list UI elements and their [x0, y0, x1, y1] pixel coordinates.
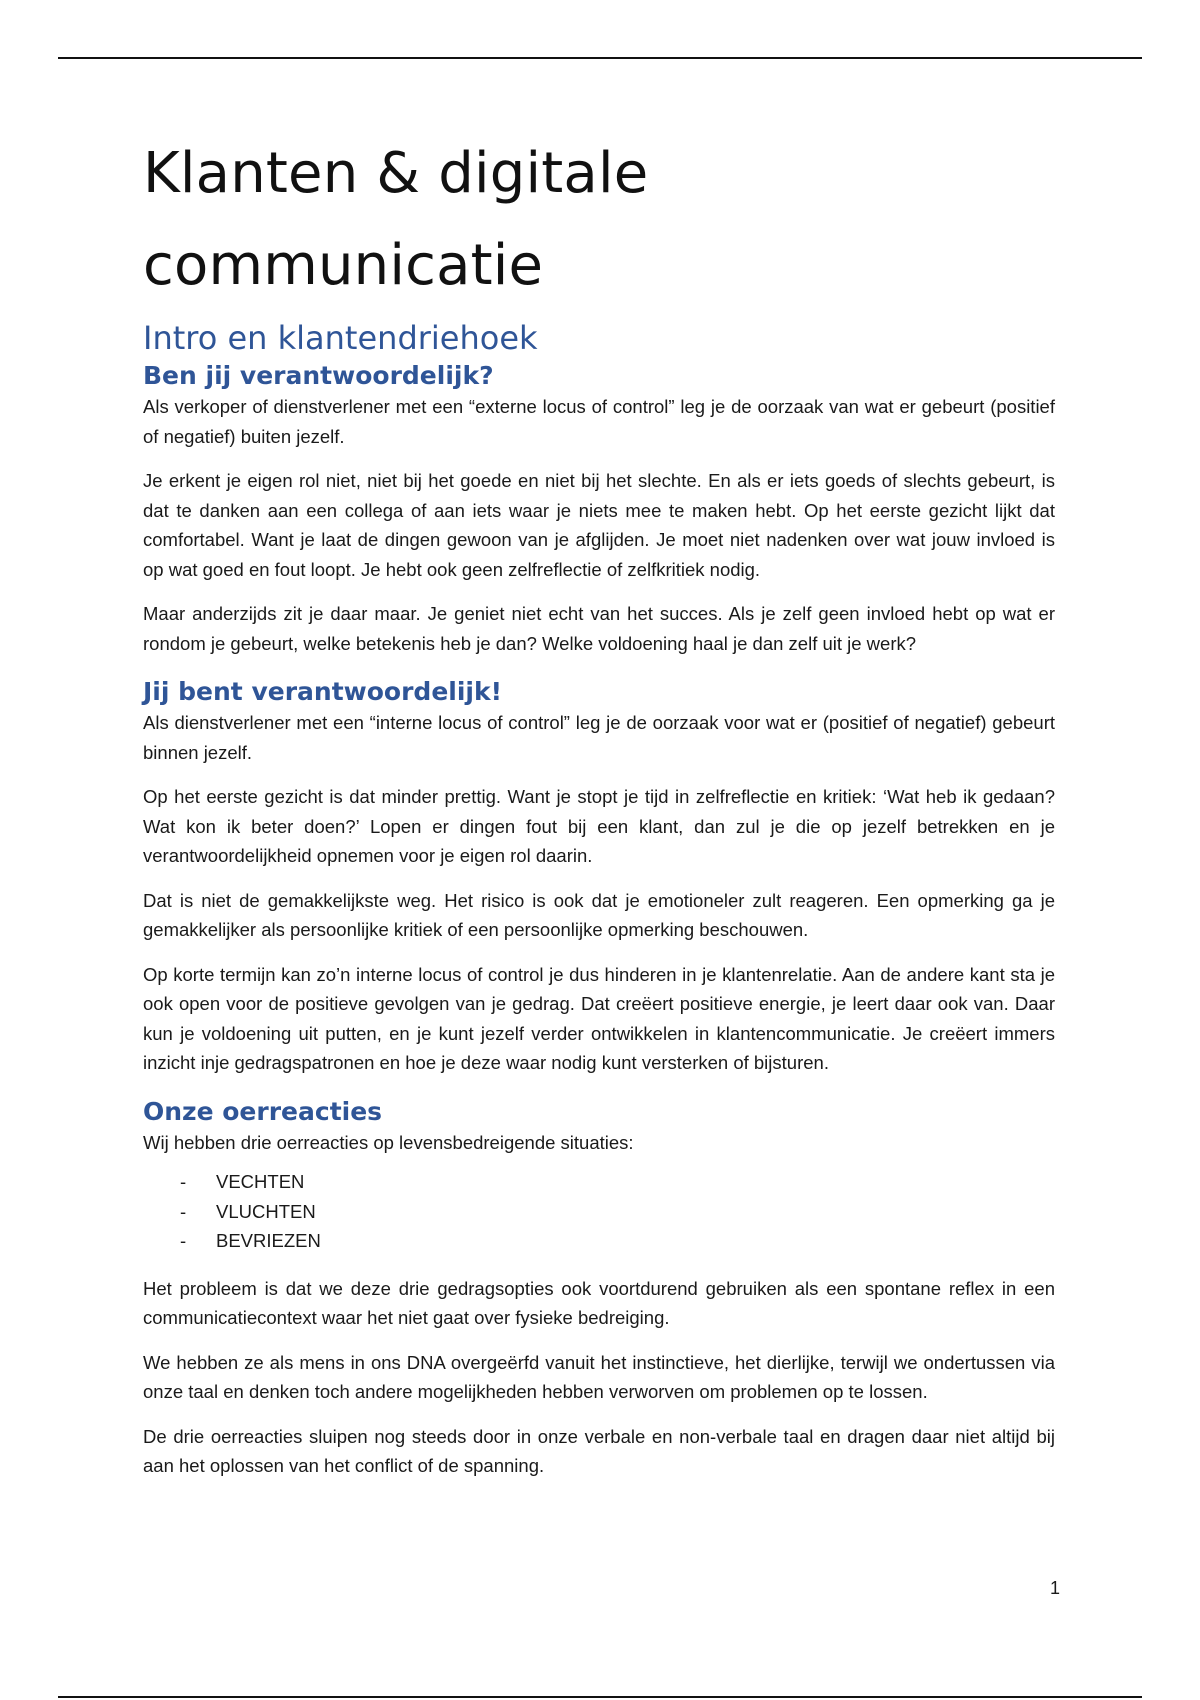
paragraph: Op korte termijn kan zo’n interne locus of control je dus hinderen in je klantenrelatie. Aan de andere kant sta je ook open voor de positieve gevolgen van je gedrag. Dat creëert positieve energie, je leert daar ook van. Daar kun je voldoening uit putten, en je kunt jezelf verder ontwikkelen in klantencommunicatie. Je creëert immers inzicht inje gedragspatronen en hoe je deze waar nodig kunt versterken of bijsturen.: [143, 963, 1055, 1073]
list-item: [143, 1226, 1055, 1256]
paragraph: Als dienstverlener met een “interne locus of control” leg je de oorzaak voor wat er (positief of negatief) gebeurt binnen jezelf.: [143, 712, 1055, 763]
paragraph: De drie oerreacties sluipen nog steeds door in onze verbale en non-verbale taal en dragen daar niet altijd bij aan het oplossen van het conflict of de spanning.: [143, 1425, 1055, 1476]
list-intro: Wij hebben drie oerreacties op levensbedreigende situaties:: [143, 1131, 634, 1153]
subsection-heading: Ben jij verantwoordelijk?: [143, 361, 494, 390]
list-dash: -: [180, 1171, 187, 1192]
paragraph: Dat is niet de gemakkelijkste weg. Het risico is ook dat je emotioneler zult reageren. Een opmerking ga je gemakkelijker als persoonlijke kritiek of een persoonlijke opmerking beschouwen.: [143, 889, 1055, 940]
list-dash: -: [180, 1230, 187, 1251]
page-number: 1: [1049, 1578, 1060, 1598]
paragraph: Je erkent je eigen rol niet, niet bij het goede en niet bij het slechte. En als er iets goeds of slechts gebeurt, is dat te danken aan een collega of aan iets waar je niets mee te maken hebt. Op het eerste gezicht lijkt dat comfortabel. Want je laat de dingen gewoon van je afglijden. Je moet niet nadenken over wat jouw invloed is op wat goed en fout loopt. Je hebt ook geen zelfreflectie of zelfkritiek nodig.: [143, 470, 1055, 580]
footer-rule: [58, 1696, 1142, 1698]
document-title: Klanten & digitale communicatie: [143, 141, 649, 298]
paragraph: Maar anderzijds zit je daar maar. Je geniet niet echt van het succes. Als je zelf geen invloed hebt op wat er rondom je gebeurt, welke betekenis heb je dan? Welke voldoening haal je dan zelf uit je werk?: [143, 603, 1055, 654]
list-dash: -: [180, 1200, 187, 1222]
document-body: [143, 128, 1055, 1496]
subsection-heading: Jij bent verantwoordelijk!: [143, 677, 503, 706]
section-heading: Intro en klantendriehoek: [143, 319, 538, 357]
subsection-heading: Onze oerreacties: [143, 1096, 383, 1126]
reaction-list: [143, 1167, 1055, 1256]
paragraph: Als verkoper of dienstverlener met een “externe locus of control” leg je de oorzaak van wat er gebeurt (positief of negatief) buiten jezelf.: [143, 396, 1055, 447]
paragraph: Op het eerste gezicht is dat minder prettig. Want je stopt je tijd in zelfreflectie en kritiek: ‘Wat heb ik gedaan? Wat kon ik beter doen?’ Lopen er dingen fout bij een klant, dan zul je die op jezelf betrekken en je verantwoordelijkheid opnemen voor je eigen rol daarin.: [143, 786, 1055, 866]
list-item-label: BEVRIEZEN: [216, 1230, 321, 1251]
list-item-label: VLUCHTEN: [216, 1200, 316, 1222]
list-item: [143, 1197, 1055, 1227]
header-rule: [58, 57, 1142, 59]
paragraph: We hebben ze als mens in ons DNA overgeërfd vanuit het instinctieve, het dierlijke, terwijl we ondertussen via onze taal en denken toch andere mogelijkheden hebben verworven om problemen op te lossen.: [143, 1351, 1055, 1402]
list-item-label: VECHTEN: [216, 1171, 305, 1192]
paragraph: Het probleem is dat we deze drie gedragsopties ook voortdurend gebruiken als een spontane reflex in een communicatiecontext waar het niet gaat over fysieke bedreiging.: [143, 1277, 1055, 1328]
list-item: [143, 1167, 1055, 1197]
